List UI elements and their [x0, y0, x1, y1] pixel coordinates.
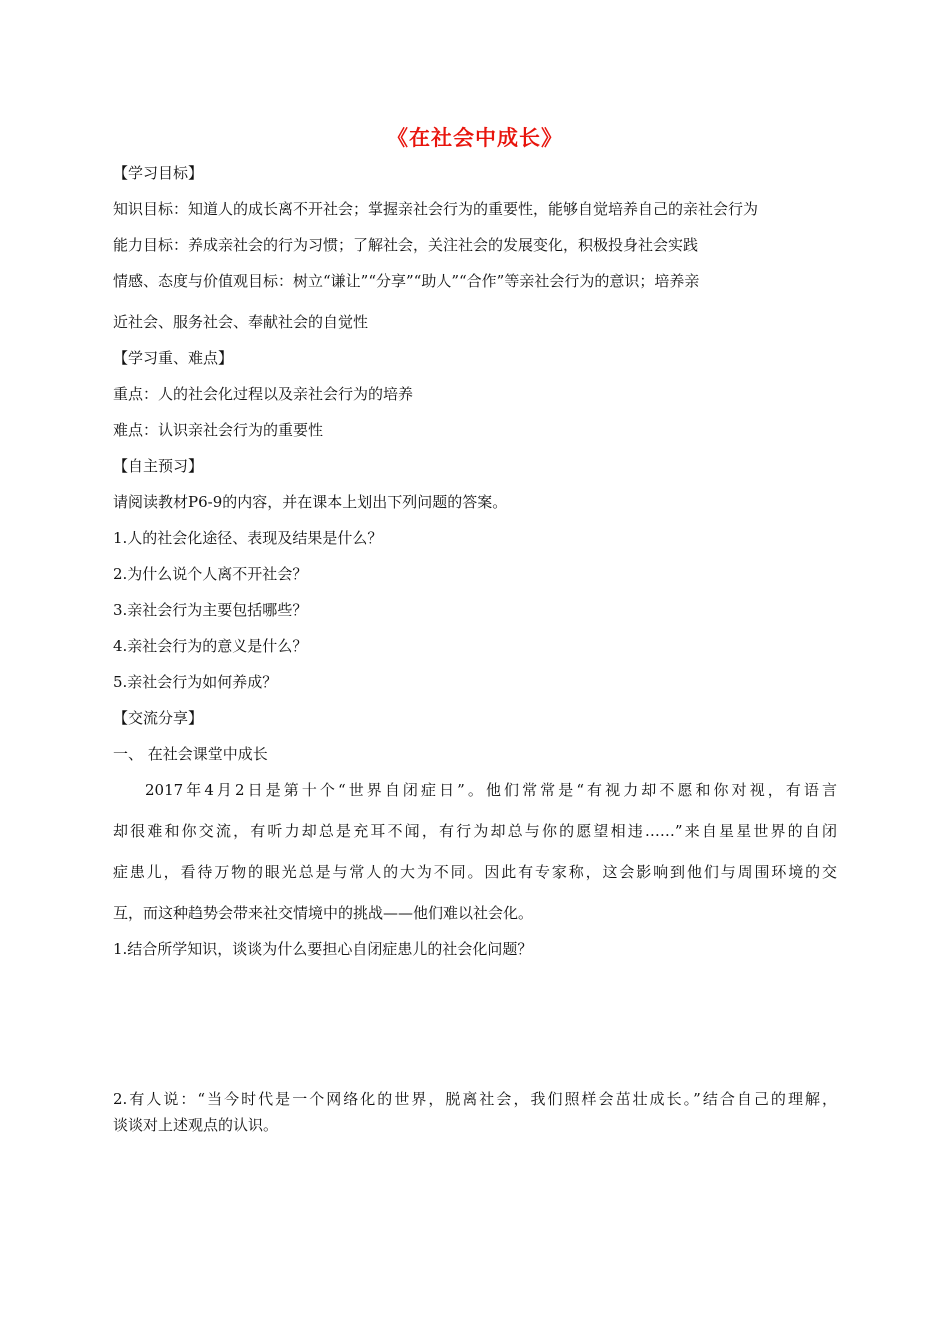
difficult-point: 难点：认识亲社会行为的重要性 — [113, 421, 324, 439]
share-subheading: 一、 在社会课堂中成长 — [113, 745, 268, 763]
document-title: 《在社会中成长》 — [387, 126, 563, 150]
case-paragraph-line: 却很难和你交流，有听力却总是充耳不闻，有行为却总与你的愿望相违……”来自星星世界的自闭 — [113, 822, 837, 840]
case-paragraph-line: 2017年4月2日是第十个“世界自闭症日”。他们常常是“有视力却不愿和你对视，有语言 — [145, 781, 837, 799]
knowledge-goal: 知识目标：知道人的成长离不开社会；掌握亲社会行为的重要性，能够自觉培养自己的亲社会行为 — [113, 200, 759, 218]
ability-goal: 能力目标：养成亲社会的行为习惯；了解社会，关注社会的发展变化，积极投身社会实践 — [113, 236, 699, 254]
discussion-task-1: 1.结合所学知识，谈谈为什么要担心自闭症患儿的社会化问题？ — [113, 940, 533, 958]
learning-goals-heading: 【学习目标】 — [113, 164, 204, 182]
preview-question: 1.人的社会化途径、表现及结果是什么？ — [113, 529, 383, 547]
preview-intro: 请阅读教材P6-9的内容，并在课本上划出下列问题的答案。 — [113, 493, 508, 511]
key-difficult-heading: 【学习重、难点】 — [113, 349, 234, 367]
preview-question: 3.亲社会行为主要包括哪些？ — [113, 601, 308, 619]
preview-question: 2.为什么说个人离不开社会？ — [113, 565, 308, 583]
emotion-goal-line-1: 情感、态度与价值观目标：树立“谦让”“分享”“助人”“合作”等亲社会行为的意识；培养亲 — [113, 272, 700, 290]
self-preview-heading: 【自主预习】 — [113, 457, 204, 475]
discussion-task-2-line-2: 谈谈对上述观点的认识。 — [113, 1116, 279, 1134]
share-heading: 【交流分享】 — [113, 709, 204, 727]
preview-question: 5.亲社会行为如何养成？ — [113, 673, 278, 691]
discussion-task-2-line-1: 2.有人说：“当今时代是一个网络化的世界，脱离社会，我们照样会茁壮成长。”结合自己的理解， — [113, 1090, 837, 1108]
case-paragraph-line: 互，而这种趋势会带来社交情境中的挑战——他们难以社会化。 — [113, 904, 534, 922]
key-point: 重点：人的社会化过程以及亲社会行为的培养 — [113, 385, 414, 403]
emotion-goal-line-2: 近社会、服务社会、奉献社会的自觉性 — [113, 313, 369, 331]
preview-question: 4.亲社会行为的意义是什么？ — [113, 637, 308, 655]
case-paragraph-line: 症患儿，看待万物的眼光总是与常人的大为不同。因此有专家称，这会影响到他们与周围环境的交 — [113, 863, 837, 881]
